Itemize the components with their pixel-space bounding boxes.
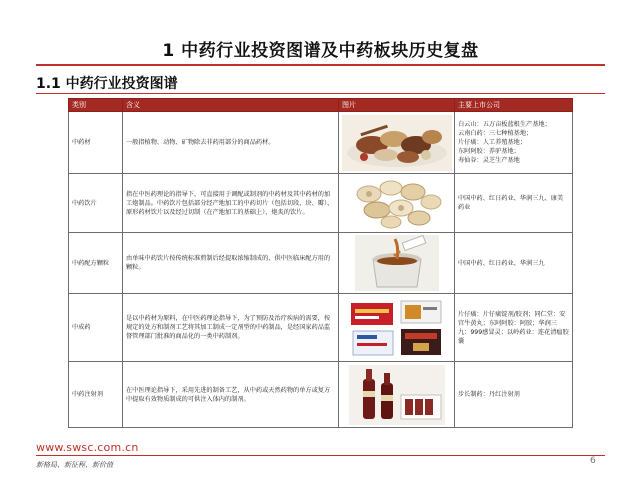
company-line: 片仔癀：人工养殖基地；	[458, 139, 527, 146]
header-category: 类别	[69, 99, 123, 112]
table-row	[69, 362, 573, 428]
company-line: 寿仙谷：灵芝生产基地	[458, 157, 520, 164]
company-line: 东阿阿胶：养驴基地；	[458, 148, 520, 155]
header-companies: 主要上市公司	[455, 99, 573, 112]
meaning-cell: 指在中医药理论的指导下，可直接用于调配或制剂的中药材及其中药材的加工炮制品。中药饮片包括部分经产地加工的中药切片（包括切段、块、瓣），原形药材饮片以及经过切制（在产地加工的基础上）、炮炙的饮片。	[123, 174, 339, 233]
investment-map-table	[68, 98, 573, 428]
page-number: 6	[590, 456, 596, 466]
picture-cell	[339, 294, 455, 362]
table-row	[69, 112, 573, 174]
table-row	[69, 174, 573, 233]
page-title: 1 中药行业投资图谱及中药板块历史复盘	[162, 41, 479, 61]
title-divider	[36, 64, 605, 66]
section-heading: 1.1 中药行业投资图谱	[36, 76, 178, 92]
medicine-boxes-icon	[347, 297, 447, 359]
companies-cell: 中国中药、红日药业、华润三九、康美药业	[455, 174, 573, 233]
picture-cell	[339, 233, 455, 294]
category-cell: 中药注射剂	[69, 362, 123, 428]
category-cell: 中成药	[69, 294, 123, 362]
section-divider	[36, 93, 605, 94]
table-header-row	[69, 99, 573, 112]
picture-cell	[339, 362, 455, 428]
picture-cell	[339, 174, 455, 233]
slices-icon	[347, 176, 447, 230]
category-cell: 中药材	[69, 112, 123, 174]
company-line: 云南白药：三七种植基地；	[458, 130, 533, 137]
companies-cell: 片仔癀：片仔癀锭剂/胶剂；同仁堂：安宫牛黄丸；东阿阿胶：阿胶；华润三九：999感冒灵；以岭药业：连花清瘟胶囊	[455, 294, 573, 362]
picture-cell	[339, 112, 455, 174]
companies-cell	[455, 112, 573, 174]
herbs-icon	[342, 115, 452, 171]
meaning-cell: 一般指植物、动物、矿物除去非药用部分的商品药材。	[123, 112, 339, 174]
ampoules-icon	[349, 365, 445, 425]
footer-slogan: 新格局、新征程、新价值	[36, 461, 113, 469]
category-cell: 中药配方颗粒	[69, 233, 123, 294]
companies-cell: 中国中药、红日药业、华润三九	[455, 233, 573, 294]
granules-icon	[355, 235, 439, 291]
footer-divider	[36, 455, 605, 456]
company-line: 白云山：五万亩板蓝根生产基地；	[458, 121, 551, 128]
category-cell: 中药饮片	[69, 174, 123, 233]
table-row	[69, 294, 573, 362]
companies-cell: 步长制药：丹红注射剂	[455, 362, 573, 428]
table-row	[69, 233, 573, 294]
meaning-cell: 是以中药材为原料，在中医药理论指导下，为了预防及治疗疾病的需要，按规定的处方和制剂工艺将其加工制成一定剂型的中药制品，是经国家药品监督管理部门批准的商品化的一类中药制剂。	[123, 294, 339, 362]
meaning-cell: 由单味中药饮片按传统标准煎制后经提取浓缩制成的、供中医临床配方用的颗粒。	[123, 233, 339, 294]
header-meaning: 含义	[123, 99, 339, 112]
footer-url[interactable]: www.swsc.com.cn	[36, 441, 139, 454]
meaning-cell: 在中医理论指导下，采用先进的制备工艺，从中药或天然药物的单方或复方中提取有效物质制成的可供注入体内的制剂。	[123, 362, 339, 428]
header-picture: 图片	[339, 99, 455, 112]
